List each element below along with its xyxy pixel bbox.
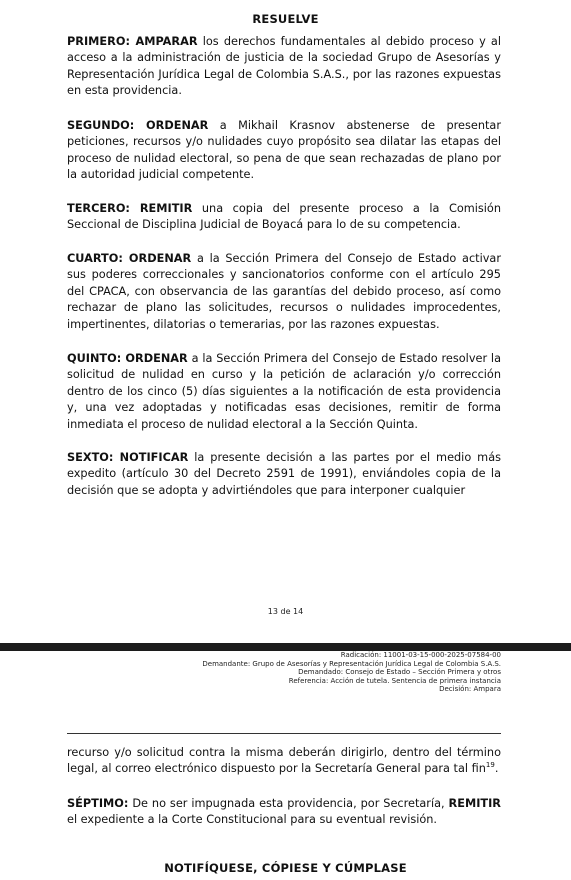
text-primero: los derechos fundamentales al debido proceso y al acceso a la administración de justicia de la sociedad Grupo de Asesorías y Representación Jurídica Legal de Colombia S.A.S., por las razones expuestas en esta providencia. [67,35,501,98]
paragraph-sexto [67,450,501,499]
closing-formula: NOTIFÍQUESE, CÓPIESE Y CÚMPLASE [164,861,407,875]
page-number: 13 de 14 [267,607,304,616]
text-septimo-1: De no ser impugnada esta providencia, por Secretaría, [128,797,449,810]
text-septimo-2: el expediente a la Corte Constitucional para su eventual revisión. [67,813,438,827]
lead-segundo: SEGUNDO: ORDENAR [67,119,209,132]
lead-primero: PRIMERO: AMPARAR [67,35,198,48]
case-metadata [202,651,501,694]
page-break-divider [0,643,571,651]
meta-demandante: Demandante: Grupo de Asesorías y Representación Jurídica Legal de Colombia S.A.S. [202,659,501,668]
paragraph-cuarto [67,251,501,333]
meta-referencia: Referencia: Acción de tutela. Sentencia de primera instancia [288,676,501,685]
text-quinto: a la Sección Primera del Consejo de Estado resolver la solicitud de nulidad en curso y la petición de aclaración y/o corrección dentro de los cinco (5) días siguientes a la notificación de esta providencia y, una vez adoptadas y notificadas esas decisiones, remitir de forma inmediata el proceso de nulidad electoral a la Sección Quinta. [67,352,501,431]
lead-cuarto: CUARTO: ORDENAR [67,252,192,265]
meta-decision: Decisión: Ampara [439,685,501,694]
meta-demandado: Demandado: Consejo de Estado – Sección Primera y otros [298,668,501,677]
text-sexto: la presente decisión a las partes por el medio más expedito (artículo 30 del Decreto 2591 de 1991), enviándoles copia de la decisión que se adopta y advirtiéndoles que para interponer cualquier [67,451,501,497]
header-rule [67,733,501,734]
paragraph-quinto [67,351,501,433]
paragraph-segundo [67,118,501,184]
text-tercero: una copia del presente proceso a la Comisión Seccional de Disciplina Judicial de Boyacá para lo de su competencia. [67,202,502,232]
lead-septimo: SÉPTIMO: [67,797,129,810]
paragraph-primero [67,34,501,100]
paragraph-tercero [67,201,501,234]
lead-sexto: SEXTO: NOTIFICAR [67,451,189,464]
meta-radicacion: Radicación: 11001-03-15-000-2025-07584-00 [340,651,501,659]
text-continuation-end: . [494,762,499,776]
paragraph-septimo [67,796,501,829]
paragraph-sexto-continuation [67,745,501,778]
lead-quinto: QUINTO: ORDENAR [67,352,188,365]
lead-remitir: REMITIR [448,797,501,810]
footnote-ref: 19 [485,761,495,770]
section-heading: RESUELVE [252,12,319,26]
lead-tercero: TERCERO: REMITIR [67,202,193,215]
text-cuarto: a la Sección Primera del Consejo de Estado activar sus poderes correccionales y sancionatorios conforme con el artículo 295 del CPACA, con observancia de las garantías del debido proceso, así como rechazar de plano las solicitudes, recursos o nulidades improcedentes, impertinentes, dilatorias o temerarias, por las razones expuestas. [67,252,501,331]
text-continuation: recurso y/o solicitud contra la misma deberán dirigirlo, dentro del término legal, al correo electrónico dispuesto por la Secretaría General para tal fin [67,746,501,776]
text-segundo: a Mikhail Krasnov abstenerse de presentar peticiones, recursos y/o nulidades cuyo propósito sea dilatar las etapas del proceso de nulidad electoral, so pena de que sean rechazadas de plano por la autoridad judicial competente. [67,119,501,182]
